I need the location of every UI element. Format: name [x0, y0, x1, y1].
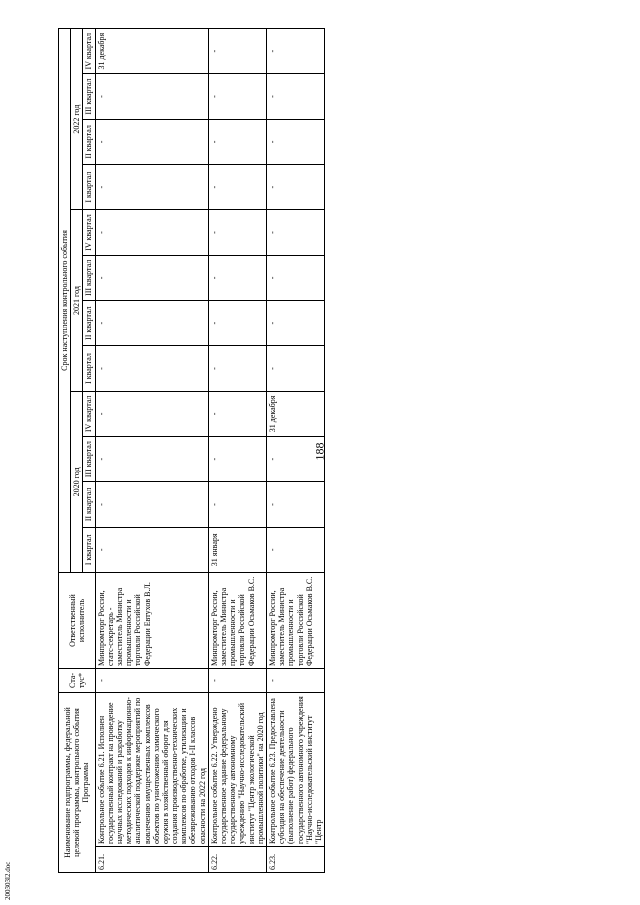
- header-quarter: I квартал: [83, 346, 95, 391]
- quarter-cell: -: [266, 346, 324, 391]
- quarter-cell: -: [95, 119, 208, 164]
- header-row-1: [59, 29, 71, 873]
- quarter-cell: -: [208, 482, 266, 527]
- quarter-cell: -: [95, 210, 208, 255]
- quarter-cell: -: [208, 437, 266, 482]
- header-year: 2022 год: [71, 29, 83, 210]
- quarter-cell: -: [208, 165, 266, 210]
- event-responsible: Минпромторг России, заместитель Министра промышленности и торговли Российской Федерации Осьмаков В.С.: [266, 573, 324, 669]
- header-quarter: IV квартал: [83, 29, 95, 74]
- quarter-cell: -: [95, 255, 208, 300]
- table-row: [95, 29, 208, 873]
- header-quarter: I квартал: [83, 165, 95, 210]
- event-responsible: Минпромторг России, заместитель Министра промышленности и торговли Российской Федерации Осьмаков В.С.: [208, 573, 266, 669]
- event-responsible: Минпромторг России, статс-секретарь - заместитель Министра промышленности и торговли Российской Федерации Евтухов В.Л.: [95, 573, 208, 669]
- quarter-cell: -: [95, 74, 208, 119]
- quarter-cell: -: [266, 29, 324, 74]
- quarter-cell: -: [95, 165, 208, 210]
- header-quarter: IV квартал: [83, 210, 95, 255]
- quarter-cell: 31 декабря: [95, 29, 208, 74]
- row-number: 6.23.: [266, 847, 324, 873]
- header-responsible: Ответственный исполнитель: [59, 573, 96, 669]
- event-name: Контрольное событие 6.22. Утверждено государственное задание федеральному государственному автономному учреждению "Научно-исследовательский институт "Центр экологической промышленной политики" на 2020 год: [208, 693, 266, 847]
- event-status: -: [95, 669, 208, 693]
- quarter-cell: -: [95, 391, 208, 436]
- header-status: Ста-тус*: [59, 669, 96, 693]
- header-quarter: I квартал: [83, 527, 95, 572]
- quarter-cell: -: [208, 391, 266, 436]
- quarter-cell: -: [208, 74, 266, 119]
- header-year: 2021 год: [71, 210, 83, 391]
- quarter-cell: -: [208, 119, 266, 164]
- quarter-cell: -: [266, 301, 324, 346]
- header-quarter: III квартал: [83, 437, 95, 482]
- rotated-table-wrapper: [58, 28, 618, 873]
- row-number: 6.21.: [95, 847, 208, 873]
- event-status: -: [266, 669, 324, 693]
- header-deadline: Срок наступления контрольного события: [59, 29, 71, 573]
- page-number: 188: [312, 442, 327, 461]
- quarter-cell: -: [95, 527, 208, 572]
- row-number: 6.22.: [208, 847, 266, 873]
- quarter-cell: -: [208, 301, 266, 346]
- deadline-table: [58, 28, 325, 873]
- header-year: 2020 год: [71, 391, 83, 572]
- quarter-cell: 31 декабря: [266, 391, 324, 436]
- quarter-cell: -: [95, 301, 208, 346]
- quarter-cell: -: [266, 119, 324, 164]
- header-quarter: II квартал: [83, 301, 95, 346]
- quarter-cell: -: [266, 74, 324, 119]
- header-quarter: III квартал: [83, 255, 95, 300]
- footer-code: 200303l2.doc: [4, 861, 12, 900]
- quarter-cell: -: [266, 165, 324, 210]
- event-status: -: [208, 669, 266, 693]
- header-quarter: II квартал: [83, 482, 95, 527]
- event-name: Контрольное событие 6.21. Исполнен государственный контракт на проведение научных исследований и разработку методических подходов к информационно-аналитической поддержке мероприятий по вовлечению имущественных комплексов объектов по уничтожению химического оружия в хозяйственный оборот для создания производственно-технических комплексов по обработке, утилизации и обезвреживанию отходов I-II классов опасности на 2022 год: [95, 693, 208, 847]
- table-row: [208, 29, 266, 873]
- quarter-cell: -: [95, 482, 208, 527]
- quarter-cell: -: [95, 437, 208, 482]
- quarter-cell: -: [266, 527, 324, 572]
- event-name: Контрольное событие 6.23. Предоставлена субсидия на обеспечение деятельности (выполнение работ) федерального государственного автономного учреждения "Научно-исследовательский институт "Центр: [266, 693, 324, 847]
- header-quarter: III квартал: [83, 74, 95, 119]
- landscape-page: [58, 28, 618, 873]
- quarter-cell: 31 января: [208, 527, 266, 572]
- footer: [4, 830, 16, 900]
- header-quarter: IV квартал: [83, 391, 95, 436]
- quarter-cell: -: [266, 482, 324, 527]
- quarter-cell: -: [208, 210, 266, 255]
- quarter-cell: -: [95, 346, 208, 391]
- header-quarter: II квартал: [83, 119, 95, 164]
- quarter-cell: -: [208, 255, 266, 300]
- quarter-cell: -: [266, 437, 324, 482]
- table-row: [266, 29, 324, 873]
- quarter-cell: -: [208, 29, 266, 74]
- quarter-cell: -: [208, 346, 266, 391]
- quarter-cell: -: [266, 255, 324, 300]
- header-name: Наименование подпрограммы, федеральной целевой программы, контрольного события Программы: [59, 693, 96, 873]
- quarter-cell: -: [266, 210, 324, 255]
